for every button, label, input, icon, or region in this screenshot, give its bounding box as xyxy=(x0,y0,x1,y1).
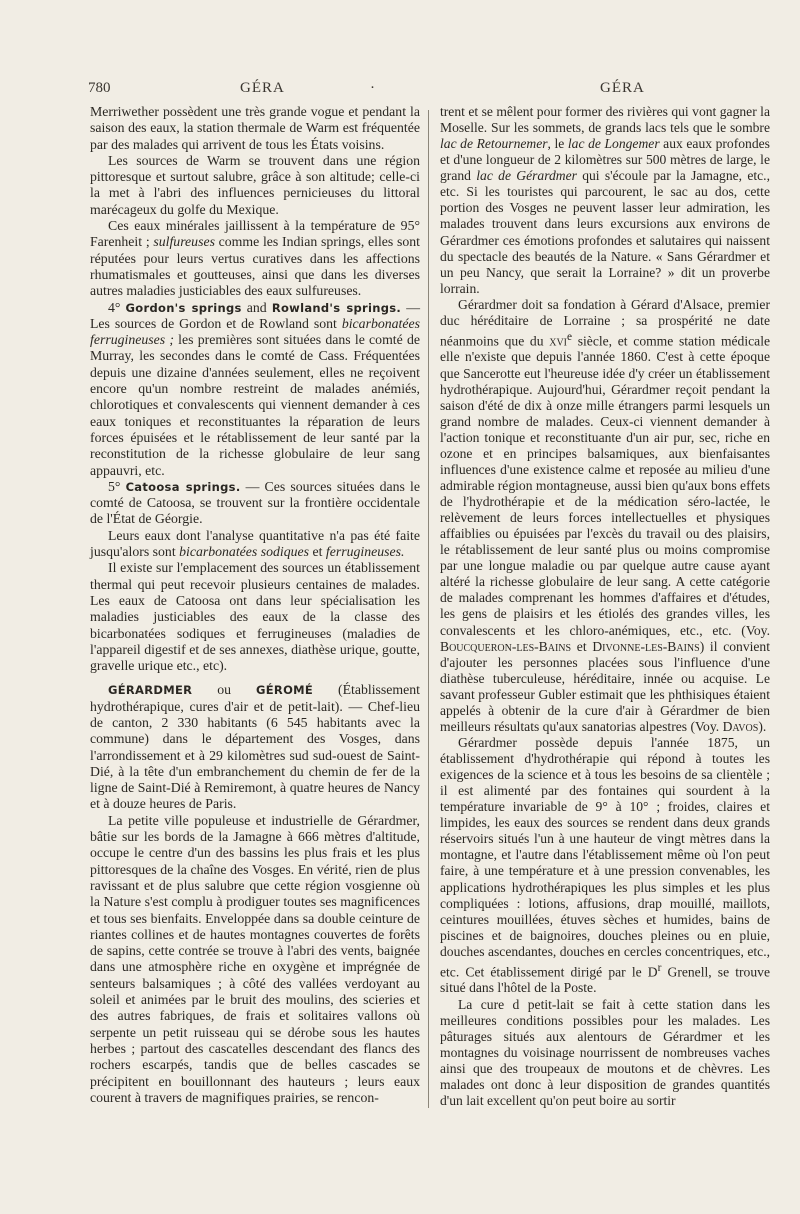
page-header xyxy=(88,80,768,102)
paragraph: La cure d petit-lait se fait à cette station dans les meilleures conditions possibles pour les malades. Les pâturages situés aux alentours de Gérardmer et les montagnes du voisinage nourrissent de nombreuses vaches ainsi que des troupeaux de moutons et de chèvres. Les malades ont donc à leur disposition de grandes quantités d'un lait excellent qu'on peut boire au sortir xyxy=(440,996,770,1108)
entry-catoosa: 5° Catoosa springs. — Ces sources situées dans le comté de Catoosa, se trouvent sur la frontière occidentale de l'État de Géorgie. xyxy=(90,478,420,527)
entry-heading: Catoosa springs. xyxy=(125,479,241,494)
entry-heading: GÉROMÉ xyxy=(256,683,314,698)
entry-gordon-rowland: 4° Gordon's springs and Rowland's springs. — Les sources de Gordon et de Rowland sont bicarbonatées ferrugineuses ; les premières sont situées dans le comté de Murray, les secondes dans le comté de Cass. Fréquentées depuis une dizaine d'années seulement, elles ne reçoivent encore qu'un nombre restreint de malades anémiés, chlorotiques et convalescents qui viennent demander à ces eaux toniques et reconstituantes la réparation de leurs forces épuisées et le rétablissement de leur santé par la reconstitution de la richesse globulaire de leur sang appauvri, etc. xyxy=(90,299,421,478)
paragraph: trent et se mêlent pour former des rivières qui vont gagner la Moselle. Sur les sommets, de grands lacs tels que le sombre lac de Retournemer, le lac de Longemer aux eaux profondes et d'une longueur de 2 kilomètres sur 500 mètres de large, le grand lac de Gérardmer qui s'écoule par la Jamagne, etc., etc. Si les touristes qui parcourent, le sac au dos, cette portion des Vosges ne peuvent lasser leur admiration, les malades trouvent dans leurs excursions aux environs de Gérardmer ces émotions profondes et salutaires qui naissent du spectacle des beautés de la Nature. « Sans Gérardmer et un peu Nancy, que serait la Lorraine? » dit un proverbe lorrain. xyxy=(440,104,770,296)
paragraph: Il existe sur l'emplacement des sources un établissement thermal qui peut recevoir plusieurs centaines de malades. Les eaux de Catoosa ont dans leur spécialisation les maladies justiciables des eaux de la classe des bicarbonatées sodiques et ferrugineuses (maladies de l'appareil digestif et de ses annexes, diathèse urique, goutte, gravelle urique etc., etc). xyxy=(90,560,420,674)
paragraph: Leurs eaux dont l'analyse quantitative n'a pas été faite jusqu'alors sont bicarbonatées sodiques et ferrugineuses. xyxy=(90,527,420,560)
entry-heading: Gordon's springs xyxy=(125,300,242,315)
entry-gerardmer: GÉRARDMER ou GÉROMÉ (Établissement hydrothérapique, cures d'air et de petit-lait). — Chef-lieu de canton, 2 330 habitants (6 545 habitants avec la commune) dans le département des Vosges, dans l'arrondissement et à 29 kilomètres sud sud-ouest de Saint-Dié, à la tête d'un embranchement du chemin de fer de la ligne de Saint-Dié à Remiremont, à quatre heures de Nancy et à douze heures de Paris. xyxy=(90,682,420,812)
running-head-left: GÉRA xyxy=(240,80,285,96)
entry-heading: GÉRARDMER xyxy=(108,683,193,698)
header-separator: · xyxy=(370,80,375,96)
paragraph: Les sources de Warm se trouvent dans une région pittoresque et surtout salubre, grâce à son altitude; celle-ci la met à l'abri des influences pernicieuses du littoral marécageux du golfe du Mexique. xyxy=(90,152,420,217)
cross-reference: Boucqueron-les-Bains xyxy=(440,638,572,654)
entry-heading: Rowland's springs. xyxy=(271,300,402,315)
cross-reference: Divonne-les-Bains xyxy=(592,638,700,654)
paragraph: Gérardmer possède depuis l'année 1875, un établissement d'hydrothérapie qui répond à toutes les exigences de la science et à tous les besoins de sa clientèle ; il est alimenté par des fontaines qui sourdent à la température invariable de 9° à 10° ; froides, claires et limpides, les eaux des sources se rendent dans deux grands réservoirs situés l'un à une hauteur de vingt mètres dans la montagne, et l'autre dans l'établissement même où l'on peut faire, à une température et à une pression convenables, les applications hydrothérapiques les plus simples et les plus compliquées : lotions, affusions, drap mouillé, maillots, ceintures mouillées, étuves sèches et humides, bains de piscines et de baignoires, douches pleines ou en pluie, douches ascendantes, douches en cercles concentriques, etc., etc. Cet établissement dirigé par le $D^r$ Grenell, se trouve situé dans l'hôtel de la Poste. xyxy=(440,734,770,996)
page-number: 780 xyxy=(88,80,111,96)
running-head-right: GÉRA xyxy=(600,80,645,96)
paragraph: Ces eaux minérales jaillissent à la température de 95° Farenheit ; sulfureuses comme les Indian springs, elles sont réputées pour leurs vertus curatives dans les affections rhumatismales et goutteuses, ainsi que dans les diverses autres maladies justiciables des eaux sulfureuses. xyxy=(90,218,420,299)
paragraph: Merriwether possèdent une très grande vogue et pendant la saison des eaux, la station thermale de Warm est fréquentée par des malades qui arrivent de tous les États voisins. xyxy=(90,104,420,152)
left-column xyxy=(90,104,420,1106)
paragraph: La petite ville populeuse et industrielle de Gérardmer, bâtie sur les bords de la Jamagne à 666 mètres d'altitude, occupe le centre d'un des bassins les plus frais et les plus pittoresques de la chaîne des Vosges. En vérité, rien de plus ravissant et de plus salubre que cette région vosgienne où la Nature s'est complu à prodiguer toutes ses magnificences et tous ses bienfaits. Enveloppée dans sa double ceinture de riantes collines et de hautes montagnes couvertes de forêts de sapins, cette contrée se trouve à l'abri des vents, baignée dans une atmosphère riche en oxygène et imprégnée de senteurs balsamiques ; à côté des vallées verdoyant au soleil et animées par le bruit des moulins, des scieries et des autres fabriques, de frais et solitaires vallons où serpente un petit ruisseau qui se dérobe sous les hautes herbes ; partout des cascatelles descendant des flancs des rochers escarpés, tandis que de belles cascades se précipitent en bouillonnant des hauteurs ; leurs eaux courent à travers de magnifiques prairies, se rencon- xyxy=(90,812,420,1105)
paragraph: Gérardmer doit sa fondation à Gérard d'Alsace, premier duc héréditaire de Lorraine ; sa prospérité ne date néanmoins que du xvi$^e$ siècle, et comme station médicale elle n'existe que depuis l'année 1860. C'est à cette époque que Sancerotte eut l'heureuse idée d'y créer un établissement hydrothérapique. Aujourd'hui, Gérardmer reçoit pendant la saison d'été de dix à onze mille étrangers parmi lesquels un grand nombre de malades. Ceux-ci viennent demander à l'action tonique et reconstituante d'un air pur, sec, riche en ozone et en principes balsamiques, aux bienfaisantes influences d'une existence calme et reposée au milieu d'une admirable région montagneuse, aussi bien qu'aux bons effets de l'hydrothérapie et de la médication séro-lactée, le relèvement de leurs forces intellectuelles et physiques affaiblies ou épuisées par l'excès du travail ou des plaisirs, le rétablissement de leur santé plus ou moins compromise par une longue maladie ou par quelque autre cause ayant altéré la richesse globulaire de leur sang. A cette catégorie de malades comprenant les hommes d'affaires et d'études, les gens de plaisirs et les étiolés des grandes villes, les convalescents et les chloro-anémiques, etc., etc. (Voy. Boucqueron-les-Bains et Divonne-les-Bains) il convient d'ajouter les personnes placées sous l'influence d'une diathèse tuberculeuse, héréditaire, innée ou acquise. Le savant professeur Gubler estimait que les phthisiques étaient appelés à obtenir de la cure d'air à Gérardmer de bien meilleurs résultats qu'aux sanatorias alpestres (Voy. Davos). xyxy=(440,296,770,734)
right-column xyxy=(440,104,770,1109)
column-divider xyxy=(428,110,429,1108)
cross-reference: Davos xyxy=(722,718,759,734)
